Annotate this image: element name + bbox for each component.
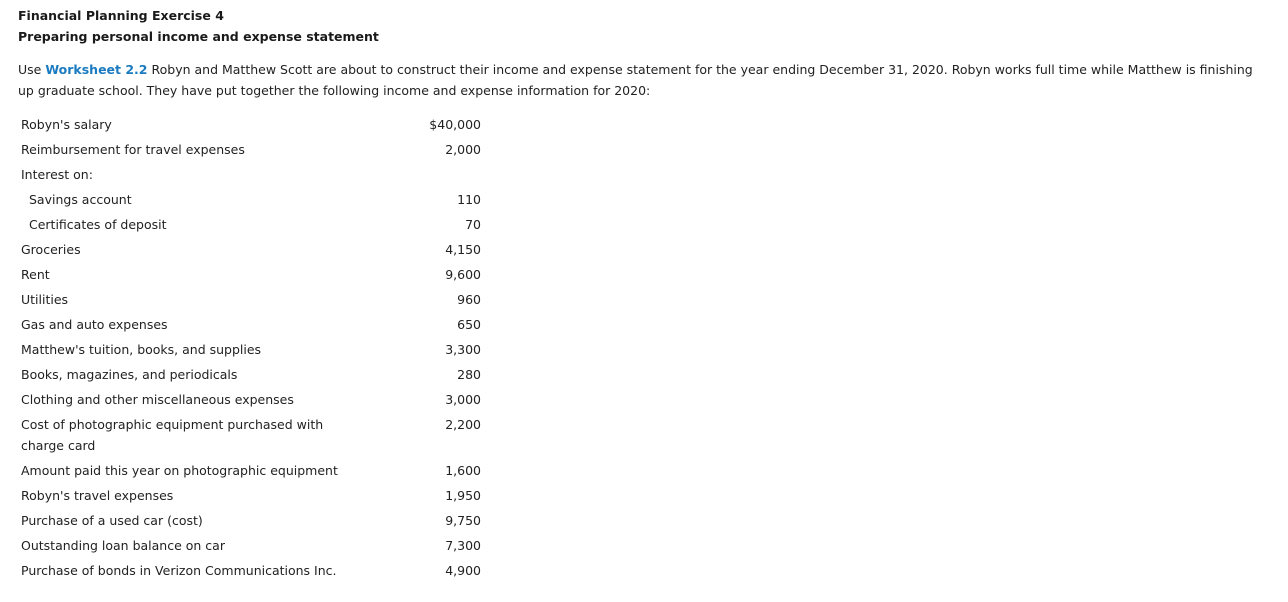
row-label: Reimbursement for travel expenses: [21, 142, 245, 157]
row-label: Certificates of deposit: [29, 217, 167, 232]
row-value: 4,900: [445, 563, 481, 578]
row-label: Robyn's salary: [21, 117, 112, 132]
row-label: Outstanding loan balance on car: [21, 538, 225, 553]
row-value: 110: [457, 192, 481, 207]
table-row: [21, 164, 481, 189]
table-row: [21, 114, 481, 139]
row-value: 70: [465, 217, 481, 232]
row-value: 9,750: [445, 513, 481, 528]
table-row: [21, 314, 481, 339]
intro-body: Robyn and Matthew Scott are about to construct their income and expense statement for the year ending December 31, 2020. Robyn works full time while Matthew is finishing up graduate school. They have put together the following income and expense information for 2020:: [18, 62, 1253, 98]
page-title: Financial Planning Exercise 4: [18, 8, 224, 23]
table-row: [21, 560, 481, 585]
table-row: [21, 189, 481, 214]
row-label: Gas and auto expenses: [21, 317, 168, 332]
income-expense-table: [21, 114, 481, 585]
table-row: [21, 510, 481, 535]
row-label: Purchase of a used car (cost): [21, 513, 203, 528]
row-value: 280: [457, 367, 481, 382]
row-label: Books, magazines, and periodicals: [21, 367, 238, 382]
row-label: Amount paid this year on photographic equipment: [21, 463, 338, 478]
row-label: Rent: [21, 267, 50, 282]
row-value: 960: [457, 292, 481, 307]
table-row: [21, 289, 481, 314]
row-label: Cost of photographic equipment purchased with charge card: [21, 417, 324, 453]
table-row: [21, 535, 481, 560]
row-value: 2,200: [445, 417, 481, 432]
row-label: Matthew's tuition, books, and supplies: [21, 342, 262, 357]
table-row: [21, 214, 481, 239]
row-value: 3,300: [445, 342, 481, 357]
row-label: Utilities: [21, 292, 69, 307]
table-row: [21, 264, 481, 289]
table-row: [21, 414, 481, 460]
row-label: Clothing and other miscellaneous expenses: [21, 392, 294, 407]
row-value: 1,950: [445, 488, 481, 503]
row-value: 1,600: [445, 463, 481, 478]
table-row: [21, 139, 481, 164]
row-value: 7,300: [445, 538, 481, 553]
table-row: [21, 239, 481, 264]
row-label: Savings account: [29, 192, 132, 207]
intro-paragraph: [18, 59, 1253, 101]
table-row: [21, 364, 481, 389]
row-value: 4,150: [445, 242, 481, 257]
row-label: Interest on:: [21, 167, 93, 182]
row-value: 2,000: [445, 142, 481, 157]
table-row: [21, 485, 481, 510]
row-value: 9,600: [445, 267, 481, 282]
table-row: [21, 389, 481, 414]
row-value: 3,000: [445, 392, 481, 407]
row-value: 650: [457, 317, 481, 332]
table-row: [21, 339, 481, 364]
row-label: Groceries: [21, 242, 81, 257]
worksheet-link[interactable]: Worksheet 2.2: [45, 62, 148, 77]
row-value: $40,000: [429, 117, 481, 132]
table-row: [21, 460, 481, 485]
row-label: Purchase of bonds in Verizon Communications Inc.: [21, 563, 337, 578]
row-label: Robyn's travel expenses: [21, 488, 174, 503]
intro-prefix: Use: [18, 62, 46, 77]
page-subtitle: Preparing personal income and expense statement: [18, 29, 379, 44]
